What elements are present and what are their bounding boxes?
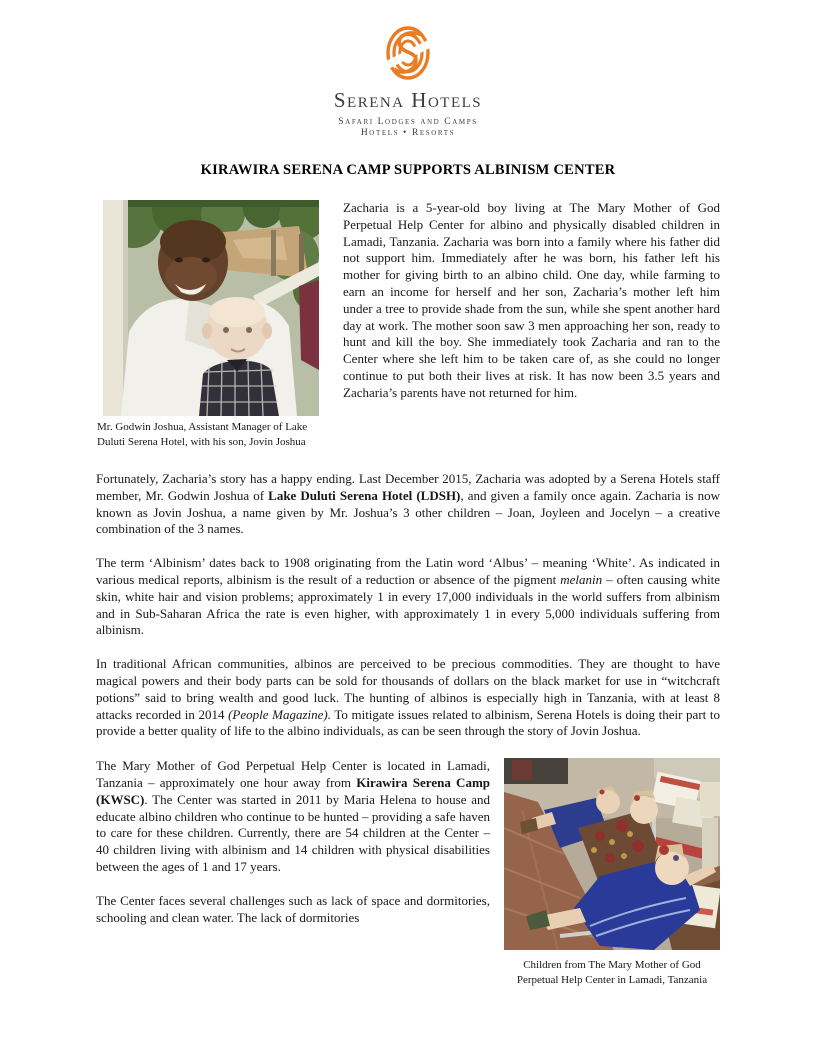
paragraph-zacharia-story: Zacharia is a 5-year-old boy living at The Mary Mother of God Perpetual Help Center for albino and physically disabled children in Lamadi, Tanzania. Zacharia was born into a family where his father did not support him. Immediately after he was born, his father left his mother for giving birth to an albino child. One day, while farming to earn an income for herself and her son, Zacharia’s mother left him under a tree to provide shade from the sun, while she spent another hard day at work. The mother soon saw 3 men approaching her son, ready to hunt and kill the boy. She immediately took Zacharia and ran to the Center where she left him to be taken care of, as she could no longer continue to put both their lives at risk. It has now been 3.5 years and Zacharia’s parents have not returned for him. <box>343 200 720 400</box>
photo-children-center <box>504 758 720 950</box>
brand-tagline-lodges: Safari Lodges and Camps <box>338 117 478 127</box>
photo-caption-godwin-jovin: Mr. Godwin Joshua, Assistant Manager of Lake Duluti Serena Hotel, with his son, Jovin Joshua <box>97 421 308 448</box>
document-header <box>96 26 720 138</box>
serena-logo-icon <box>385 26 431 78</box>
paragraph-center-location: The Mary Mother of God Perpetual Help Center is located in Lamadi, Tanzania – approximately one hour away from Kirawira Serena Camp (KWSC). The Center was started in 2011 by Maria Helena to house and educate albino children who continue to be hunted – providing a safe haven to care for these children. Currently, there are 54 children at the Center – 40 children living with albinism and 14 children with physical disabilities between the ages of 1 and 17 years. <box>96 758 491 874</box>
photo-figure-children <box>504 758 720 987</box>
center-section <box>96 758 720 987</box>
photo-figure-godwin-jovin <box>97 200 337 449</box>
brand-name: Serena Hotels <box>333 88 483 112</box>
article-title: KIRAWIRA SERENA CAMP SUPPORTS ALBINISM CENTER <box>200 162 616 178</box>
photo-godwin-and-jovin <box>103 200 319 416</box>
paragraph-albinism-definition: The term ‘Albinism’ dates back to 1908 originating from the Latin word ‘Albus’ – meaning ‘White’. As indicated in various medical reports, albinism is the result of a reduction or absence of the pigment melanin – often causing white skin, white hair and vision problems; approximately 1 in every 17,000 individuals in the world suffers from albinism and in Sub-Saharan Africa the rate is even higher, with approximately 1 in every 5,000 individuals suffering from albinism. <box>96 555 721 638</box>
paragraph-center-challenges: The Center faces several challenges such as lack of space and dormitories, schooling and clean water. The lack of dormitories <box>96 892 490 925</box>
center-section-text <box>96 758 490 926</box>
intro-section <box>96 200 720 449</box>
paragraph-african-communities: In traditional African communities, albinos are perceived to be precious commodities. They are thought to have magical powers and their body parts can be sold for thousands of dollars on the black market for use in “witchcraft potions” said to bring wealth and good luck. The hunting of albinos is especially high in Tanzania, with at least 8 attacks recorded in 2014 (People Magazine). To mitigate issues related to albinism, Serena Hotels is doing their part to provide a better quality of life to the albino individuals, as can be seen through the story of Jovin Joshua. <box>96 656 720 739</box>
photo-caption-children: Children from The Mary Mother of God Perpetual Help Center in Lamadi, Tanzania <box>516 959 708 986</box>
paragraph-adoption: Fortunately, Zacharia’s story has a happy ending. Last December 2015, Zacharia was adopted by a Serena Hotels staff member, Mr. Godwin Joshua of Lake Duluti Serena Hotel (LDSH), and given a family once again. Zacharia is now known as Jovin Joshua, a name given by Mr. Joshua’s 3 other children – Joan, Joyleen and Jocelyn – a creative combination of the 3 names. <box>96 471 720 537</box>
brand-tagline-resorts: Hotels • Resorts <box>360 128 456 138</box>
